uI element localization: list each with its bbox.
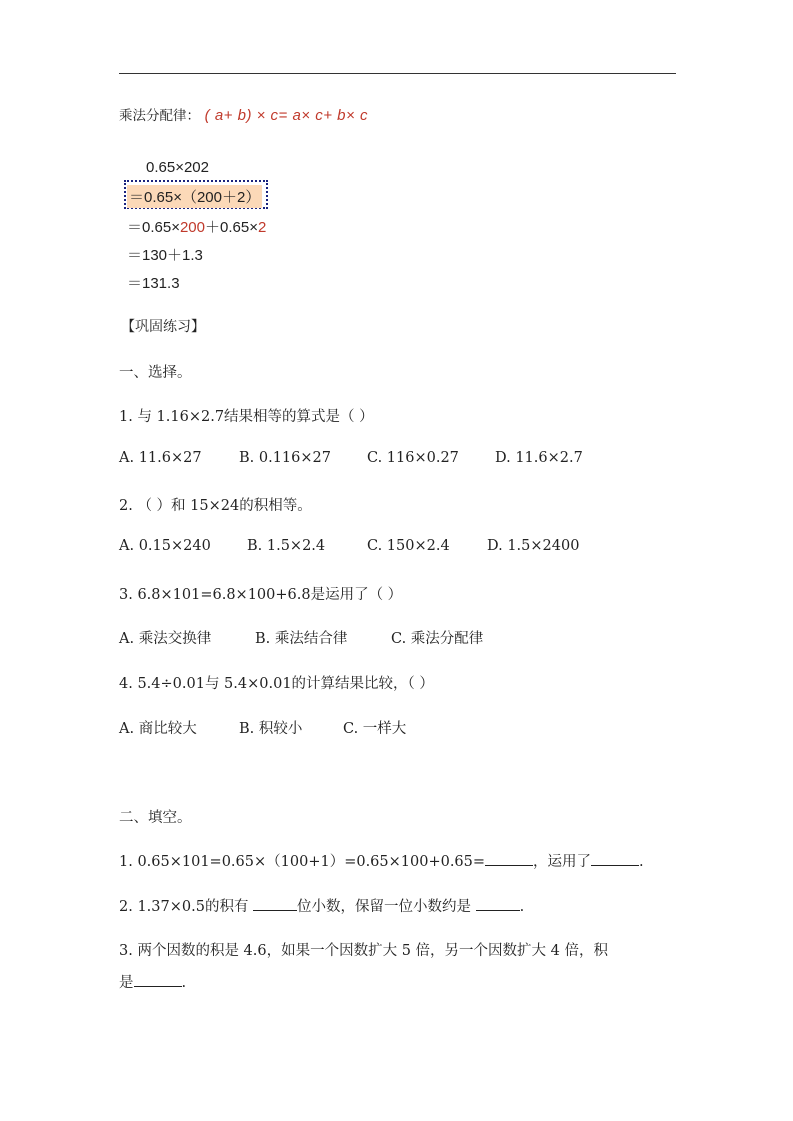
law-formula-part-4: b× c (337, 107, 368, 124)
fill-question-3-line-1: 3. 两个因数的积是 4.6，如果一个因数扩大 5 倍，另一个因数扩大 4 倍，积 (119, 943, 608, 959)
fill-question-2 (119, 895, 524, 916)
q3-option-a[interactable]: A. 乘法交换律 (119, 631, 212, 647)
question-2-options (119, 538, 579, 554)
example-line-2-text: ＝0.65×（200＋2） (127, 185, 262, 208)
fill-q3-text-a: 是 (119, 975, 134, 991)
question-2-text: 2. （ ）和 15×24的积相等。 (119, 498, 312, 514)
example-line-3-d: 2 (257, 219, 267, 236)
q3-option-b[interactable]: B. 乘法结合律 (255, 631, 348, 647)
header-rule (119, 73, 676, 74)
example-line-3-b: 200 (179, 219, 205, 236)
q2-option-c[interactable]: C. 150×2.4 (367, 538, 450, 554)
q1-option-b[interactable]: B. 0.116×27 (239, 450, 331, 466)
question-1-text: 1. 与 1.16×2.7结果相等的算式是（ ） (119, 409, 374, 425)
law-formula-part-1: ( a+ b) (204, 107, 257, 124)
fill-q1-text-c: . (639, 854, 644, 870)
practice-heading: 【巩固练习】 (121, 319, 205, 335)
fill-q3-text-b: . (181, 975, 187, 991)
q3-option-c[interactable]: C. 乘法分配律 (391, 631, 484, 647)
fill-q2-text-b: 位小数，保留一位小数约是 (297, 899, 476, 915)
fill-q1-blank-2[interactable] (591, 851, 639, 866)
fill-q1-text-b: ，运用了 (533, 854, 592, 870)
q4-option-a[interactable]: A. 商比较大 (119, 721, 197, 737)
law-formula-part-3: a× c+ (292, 107, 338, 124)
fill-q2-text-a: 2. 1.37×0.5的积有 (119, 899, 254, 915)
fill-question-3-line-2 (119, 971, 186, 992)
q2-option-a[interactable]: A. 0.15×240 (119, 538, 211, 554)
law-label: 乘法分配律： (119, 108, 200, 124)
q2-option-b[interactable]: B. 1.5×2.4 (247, 538, 326, 554)
fill-question-1 (119, 850, 644, 871)
distributive-law (119, 104, 368, 124)
example-line-4: ＝130＋1.3 (127, 247, 203, 264)
fill-q1-blank-1[interactable] (485, 851, 533, 866)
law-formula-part-2: × c= (256, 107, 293, 124)
section-1-title: 一、选择。 (119, 365, 192, 381)
fill-q2-blank-2[interactable] (476, 896, 520, 911)
q1-option-a[interactable]: A. 11.6×27 (119, 450, 202, 466)
fill-q2-blank-1[interactable] (253, 896, 297, 911)
question-1-options (119, 450, 583, 466)
example-line-5: ＝131.3 (127, 275, 180, 292)
fill-q1-text-a: 1. 0.65×101=0.65×（100+1）=0.65×100+0.65= (119, 854, 486, 870)
example-line-3-a: ＝0.65× (127, 219, 180, 236)
question-3-text: 3. 6.8×101=6.8×100+6.8是运用了（ ） (119, 587, 403, 603)
fill-q3-blank[interactable] (134, 972, 182, 987)
example-line-3-c: ＋0.65× (205, 219, 258, 236)
question-4-text: 4. 5.4÷0.01与 5.4×0.01的计算结果比较，（ ） (119, 676, 434, 692)
q1-option-d[interactable]: D. 11.6×2.7 (495, 450, 583, 466)
question-3-options (119, 627, 483, 648)
q4-option-b[interactable]: B. 积较小 (239, 721, 303, 737)
q4-option-c[interactable]: C. 一样大 (343, 721, 407, 737)
example-line-1: 0.65×202 (146, 159, 209, 176)
fill-q2-text-c: . (519, 899, 525, 915)
example-line-2 (127, 185, 262, 208)
question-4-options (119, 717, 406, 738)
section-2-title: 二、填空。 (119, 810, 192, 826)
q2-option-d[interactable]: D. 1.5×2400 (487, 538, 580, 554)
example-line-3 (127, 216, 266, 237)
q1-option-c[interactable]: C. 116×0.27 (367, 450, 459, 466)
